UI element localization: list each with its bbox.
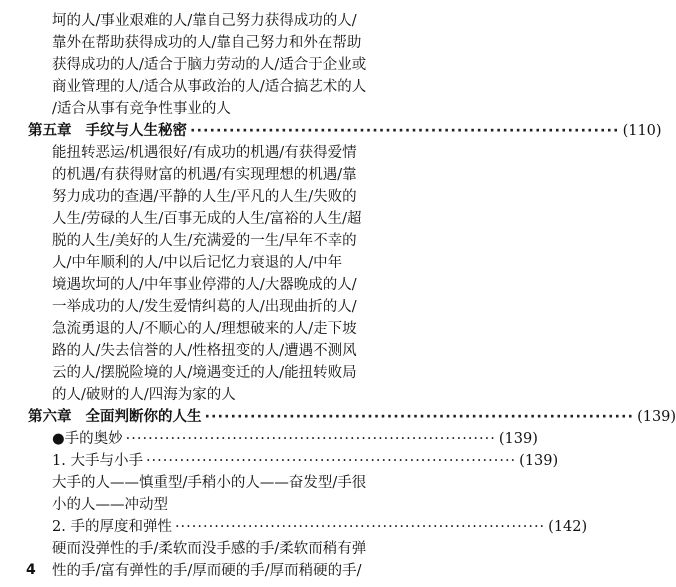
text-line: 路的人/失去信誉的人/性格扭变的人/遭遇不测风 xyxy=(52,343,357,359)
text-line: 境遇坎坷的人/中年事业停滞的人/大器晚成的人/ xyxy=(52,277,357,293)
text-line: 的人/破财的人/四海为家的人 xyxy=(52,387,236,403)
section-mystery-title: ●手的奥妙 xyxy=(52,431,123,447)
text-line: 努力成功的查遇/平静的人生/平凡的人生/失败的 xyxy=(52,189,357,205)
text-line: 人生/劳碌的人生/百事无成的人生/富裕的人生/超 xyxy=(52,211,362,227)
text-line: 获得成功的人/适合于脑力劳动的人/适合于企业或 xyxy=(52,57,367,73)
text-line: /适合从事有竞争性事业的人 xyxy=(52,101,231,117)
text-line: 坷的人/事业艰难的人/靠自己努力获得成功的人/ xyxy=(52,13,357,29)
text-line: 靠外在帮助获得成功的人/靠自己努力和外在帮助 xyxy=(52,35,362,51)
dot-leader: ·································································· xyxy=(190,123,620,139)
section-mystery-page: (139) xyxy=(498,431,538,447)
dot-leader: ·································································· xyxy=(145,453,517,469)
dot-leader: ·································································· xyxy=(125,431,496,447)
text-line: 的机遇/有获得财富的机遇/有实现理想的机遇/靠 xyxy=(52,167,357,183)
section-1-entry xyxy=(52,450,559,472)
text-line: 商业管理的人/适合从事政治的人/适合搞艺术的人 xyxy=(52,79,367,95)
text-line: 能扭转恶运/机遇很好/有成功的机遇/有获得爱情 xyxy=(52,145,357,161)
text-line: 大手的人——慎重型/手稍小的人——奋发型/手很 xyxy=(52,475,367,491)
text-line: 脱的人生/美好的人生/充满爱的一生/早年不幸的 xyxy=(52,233,357,249)
section-1-page: (139) xyxy=(519,453,559,469)
section-1-title: 1. 大手与小手 xyxy=(52,453,143,469)
chapter-5-title: 手纹与人生秘密 xyxy=(85,123,187,139)
text-line: 小的人——冲动型 xyxy=(52,497,168,513)
dot-leader: ·································································· xyxy=(174,519,546,535)
chapter-5-page: (110) xyxy=(622,123,662,139)
section-2-entry xyxy=(52,516,588,538)
text-line: 急流勇退的人/不顺心的人/理想破来的人/走下坡 xyxy=(52,321,357,337)
text-line: 一举成功的人/发生爱情纠葛的人/出现曲折的人/ xyxy=(52,299,357,315)
text-line: 人/中年顺利的人/中以后记忆力衰退的人/中年 xyxy=(52,255,343,271)
text-line: 性的手/富有弹性的手/厚而硬的手/厚而稍硬的手/ xyxy=(52,563,362,579)
text-line: 硬而没弹性的手/柔软而没手感的手/柔软而稍有弹 xyxy=(52,541,367,557)
chapter-6-page: (139) xyxy=(637,409,676,425)
chapter-5-number: 第五章 xyxy=(28,123,72,139)
chapter-5-entry xyxy=(28,120,662,142)
text-line: 云的人/摆脱险境的人/境遇变迁的人/能扭转败局 xyxy=(52,365,357,381)
page-number: 4 xyxy=(26,562,36,578)
chapter-6-entry xyxy=(28,406,676,428)
chapter-6-title: 全面判断你的人生 xyxy=(85,409,202,425)
dot-leader: ·································································· xyxy=(204,409,635,425)
section-mystery-entry xyxy=(52,428,538,450)
section-2-title: 2. 手的厚度和弹性 xyxy=(52,519,172,535)
chapter-6-number: 第六章 xyxy=(28,409,72,425)
section-2-page: (142) xyxy=(548,519,588,535)
